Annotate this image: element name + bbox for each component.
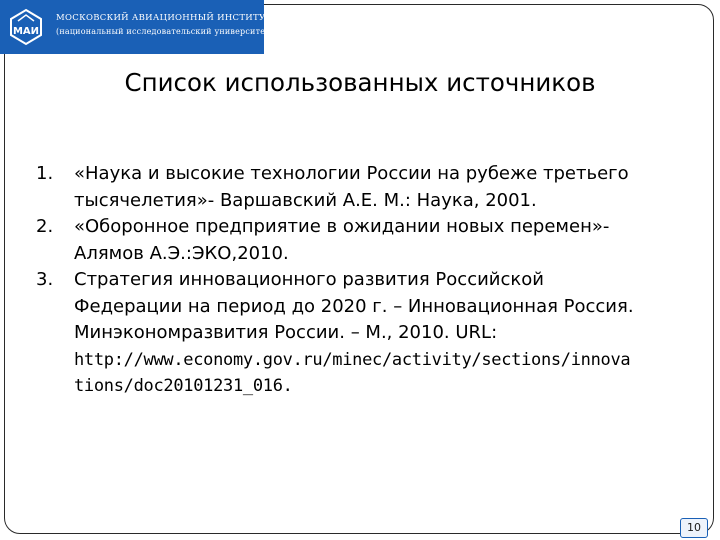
page-number-badge: 10 [680,518,708,538]
mai-emblem-icon [6,7,46,47]
logo-banner [0,0,274,54]
item-text: «Наука и высокие технологии России на рубеже третьего тысячелетия»- Варшавский А.Е. М.: Наука, 2001. [74,163,629,211]
source-item-2 [36,214,696,267]
item-number: 3. [36,269,54,290]
logo-institute-name: МОСКОВСКИЙ АВИАЦИОННЫЙ ИНСТИТУТ [56,13,272,23]
logo-institute-subtitle: (национальный исследовательский университет) [56,27,274,36]
source-list [36,161,696,400]
emblem-text: МАИ [12,26,40,37]
item-number: 1. [36,163,54,184]
source-item-1 [36,161,696,214]
source-url-line-1[interactable]: http://www.economy.gov.ru/minec/activity/sections/innova [74,349,631,370]
item-text: «Оборонное предприятие в ожидании новых перемен»- Алямов А.Э.:ЭКО,2010. [74,216,610,264]
item-text: Стратегия инновационного развития Российской Федерации на период до 2020 г. – Инновационная Россия. Минэкономразвития России. – М., 2010. URL: [74,269,634,343]
source-url-line-2[interactable]: tions/doc20101231_016. [74,376,293,396]
item-number: 2. [36,216,54,237]
source-item-3 [36,267,696,400]
slide-title: Список использованных источников [124,68,596,97]
